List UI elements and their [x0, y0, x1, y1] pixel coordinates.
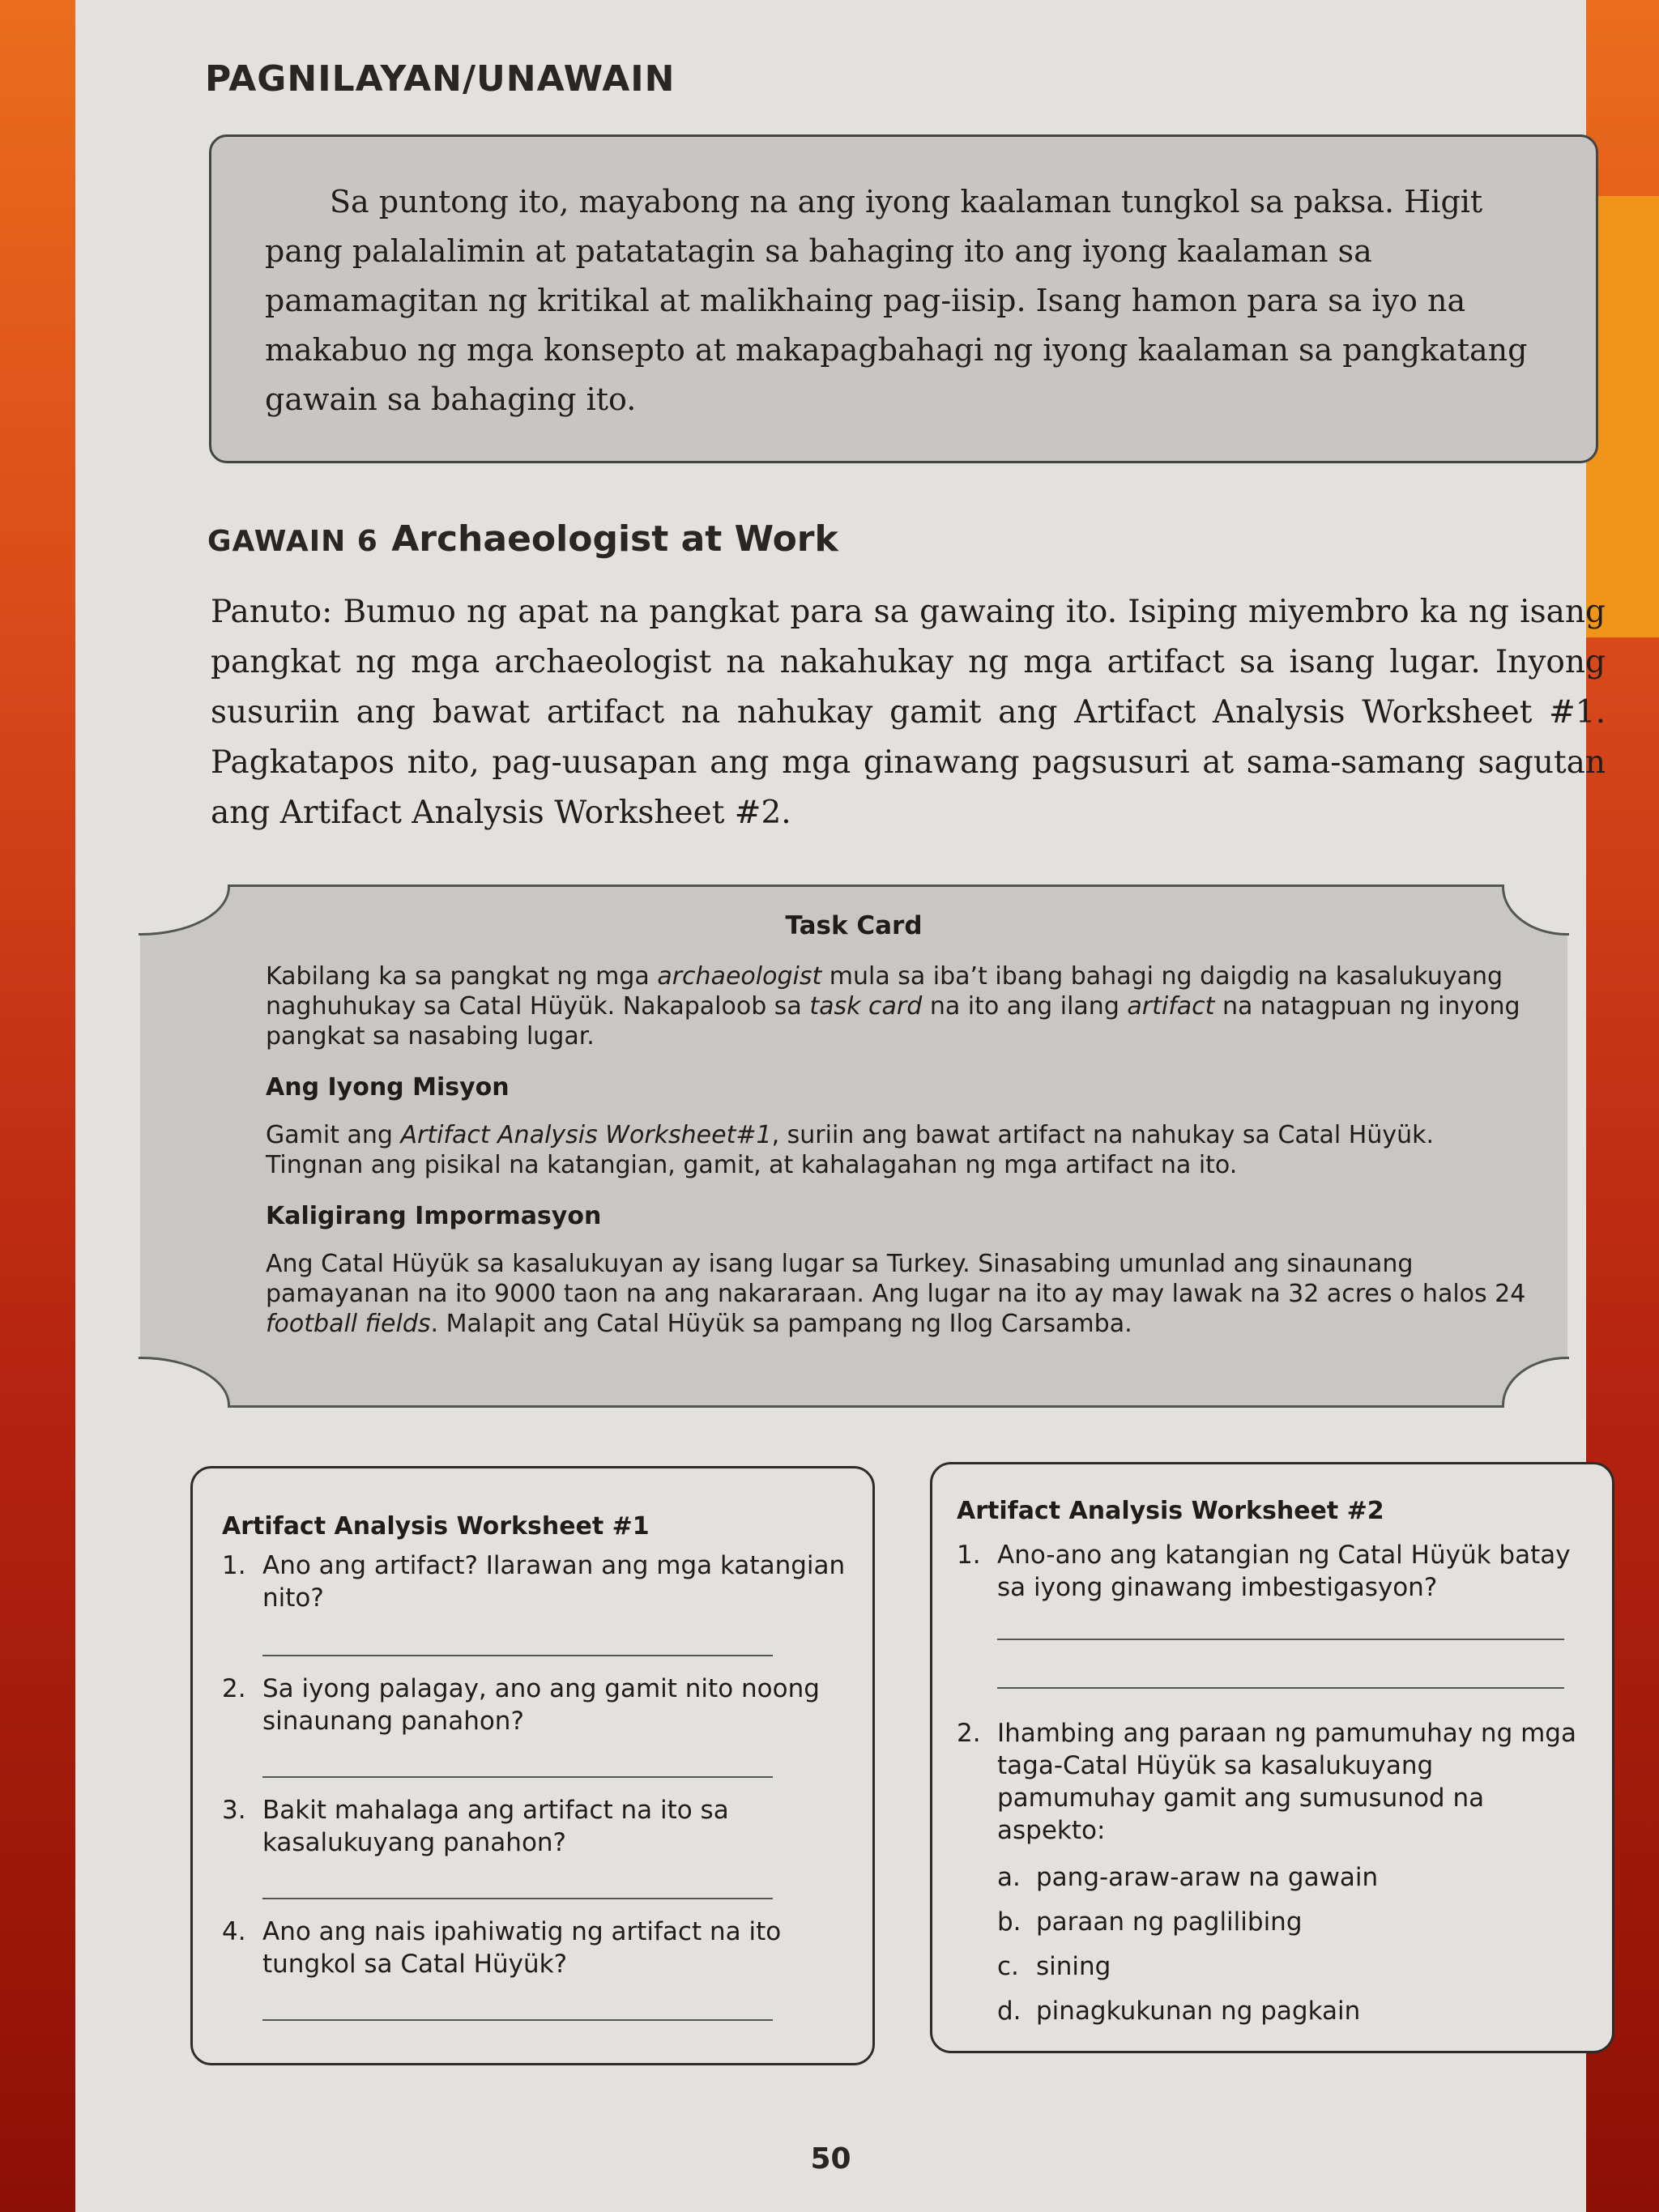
option-text: pang-araw-araw na gawain: [1036, 1863, 1379, 1892]
activity-heading: [207, 518, 838, 560]
question-text: Ano ang artifact? Ilarawan ang mga katangian nito?: [262, 1551, 846, 1613]
question-number: 1.: [222, 1551, 246, 1580]
question-text: Ano-ano ang katangian ng Catal Hüyük batay sa iyong ginawang imbestigasyon?: [997, 1541, 1571, 1602]
text-run-italic: Artifact Analysis Worksheet#1: [400, 1121, 772, 1149]
task-card-corner: [139, 1357, 230, 1408]
mission-heading: Ang Iyong Misyon: [266, 1073, 510, 1102]
intro-text: Sa puntong ito, mayabong na ang iyong kaalaman tungkol sa paksa. Higit pang palalalimin at patatatagin sa bahaging ito ang iyong kaalaman sa pamamagitan ng kritikal at malikhaing pag-iisip. Isang hamon para sa iyo na makabuo ng mga konsepto at makapagbahagi ng iyong kaalaman sa pangkatang gawain sa bahaging ito.: [265, 184, 1528, 417]
book-page: [75, 0, 1606, 2212]
text-run-italic: football fields: [266, 1310, 431, 1338]
option-text: pinagkukunan ng pagkain: [1036, 1997, 1361, 2026]
background-heading: Kaligirang Impormasyon: [266, 1202, 602, 1230]
background-text: [266, 1249, 1537, 1339]
option-letter: c.: [997, 1952, 1019, 1981]
question-text: Sa iyong palagay, ano ang gamit nito noong sinaunang panahon?: [262, 1674, 820, 1736]
task-card: [140, 884, 1567, 1408]
question-text: Bakit mahalaga ang artifact na ito sa kasalukuyang panahon?: [262, 1796, 729, 1857]
text-run: Gamit ang: [266, 1121, 401, 1149]
text-run: Ang Catal Hüyük sa kasalukuyan ay isang lugar sa Turkey. Sinasabing umunlad ang sinaunang pamayanan na ito 9000 taon na ang nakararaan. Ang lugar na ito ay may lawak na 32 acres o halos 24: [266, 1250, 1526, 1308]
worksheet-2-title: Artifact Analysis Worksheet #2: [957, 1497, 1384, 1525]
activity-instructions: Panuto: Bumuo ng apat na pangkat para sa gawaing ito. Isiping miyembro ka ng isang pangkat ng mga archaeologist na nakahukay ng mga artifact sa isang lugar. Inyong susuriin ang bawat artifact na nahukay gamit ang Artifact Analysis Worksheet #1. Pagkatapos nito, pag-uusapan ang mga ginawang pagsusuri at sama-samang sagutan ang Artifact Analysis Worksheet #2.: [211, 594, 1606, 831]
section-title: PAGNILAYAN/UNAWAIN: [205, 58, 676, 100]
answer-line[interactable]: [997, 1639, 1564, 1640]
worksheet-1: [190, 1466, 875, 2065]
text-run-italic: archaeologist: [657, 962, 822, 991]
activity-label: GAWAIN 6: [207, 525, 378, 558]
task-card-title: Task Card: [785, 911, 923, 940]
page-number: 50: [810, 2142, 851, 2176]
option-letter: d.: [997, 1997, 1021, 2026]
question-number: 3.: [222, 1796, 246, 1825]
intro-box: [209, 134, 1598, 463]
question-text: Ihambing ang paraan ng pamumuhay ng mga taga-Catal Hüyük sa kasalukuyang pamumuhay gamit ang sumusunod na aspekto:: [997, 1719, 1576, 1845]
mission-text: [266, 1120, 1537, 1180]
question-number: 1.: [957, 1541, 981, 1570]
worksheet-1-title: Artifact Analysis Worksheet #1: [222, 1512, 650, 1541]
option-letter: b.: [997, 1907, 1021, 1937]
text-run: , suriin ang bawat artifact na nahukay sa Catal Hüyük. Tingnan ang pisikal na katangian, gamit, at kahalagahan ng mga artifact na ito.: [266, 1121, 1435, 1179]
text-run-italic: task card: [809, 992, 923, 1021]
question-number: 2.: [957, 1719, 981, 1748]
question-number: 4.: [222, 1917, 246, 1946]
task-card-body: [266, 961, 1537, 1339]
option-text: sining: [1036, 1952, 1111, 1981]
answer-line[interactable]: [997, 1687, 1564, 1689]
text-run: mula sa iba’t ibang bahagi ng daigdig na kasalukuyang naghuhukay sa Catal Hüyük. Nakapaloob sa: [266, 962, 1503, 1021]
task-card-corner: [1502, 1357, 1569, 1408]
text-run: . Malapit ang Catal Hüyük sa pampang ng Ilog Carsamba.: [430, 1310, 1132, 1338]
text-run: Kabilang ka sa pangkat ng mga: [266, 962, 658, 991]
answer-line[interactable]: [262, 1898, 773, 1899]
answer-line[interactable]: [262, 2019, 773, 2021]
text-run: na ito ang ilang: [922, 992, 1128, 1021]
answer-line[interactable]: [262, 1655, 773, 1656]
activity-title: Archaeologist at Work: [391, 518, 838, 560]
text-run: na natagpuan ng inyong pangkat sa nasabing lugar.: [266, 992, 1520, 1051]
question-text: Ano ang nais ipahiwatig ng artifact na ito tungkol sa Catal Hüyük?: [262, 1917, 782, 1979]
question-number: 2.: [222, 1674, 246, 1703]
task-card-intro: [266, 961, 1537, 1051]
answer-line[interactable]: [262, 1776, 773, 1778]
text-run-italic: artifact: [1127, 992, 1215, 1021]
option-letter: a.: [997, 1863, 1021, 1892]
worksheet-2: [930, 1462, 1614, 2053]
option-text: paraan ng paglilibing: [1036, 1907, 1303, 1937]
